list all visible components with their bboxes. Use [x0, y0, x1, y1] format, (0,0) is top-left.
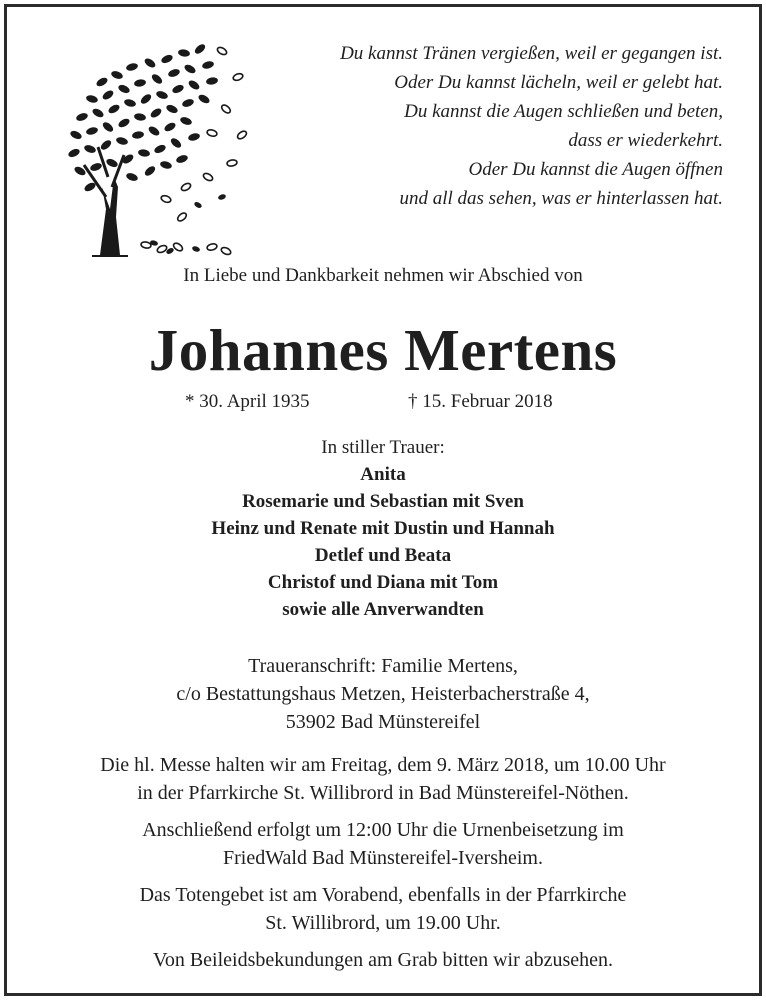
service-details: [7, 751, 759, 974]
mourner-line: Rosemarie und Sebastian mit Sven: [242, 491, 524, 512]
prayer-line: Das Totengebet ist am Vorabend, ebenfalls in der Pfarrkirche: [139, 884, 627, 906]
prayer-info: [7, 881, 759, 937]
mourners-section: [7, 434, 759, 623]
poem: [243, 39, 723, 213]
poem-line: Oder Du kannst lächeln, weil er gelebt hat.: [394, 72, 723, 93]
mourner-line: sowie alle Anverwandten: [282, 599, 484, 620]
condolence-note: Von Beileidsbekundungen am Grab bitten wir abzusehen.: [152, 949, 614, 971]
mourner-line: Detlef und Beata: [314, 545, 452, 566]
poem-line: Du kannst die Augen schließen und beten,: [404, 101, 723, 122]
poem-line: Oder Du kannst die Augen öffnen: [468, 159, 723, 180]
burial-line: FriedWald Bad Münstereifel-Iversheim.: [223, 847, 543, 869]
birth-date: * 30. April 1935: [185, 391, 310, 412]
mourning-heading: In stiller Trauer:: [321, 437, 445, 458]
poem-line: Du kannst Tränen vergießen, weil er gegangen ist.: [340, 43, 723, 64]
obituary-notice: [4, 4, 762, 996]
tree-with-falling-leaves-icon: [62, 37, 252, 259]
burial-line: Anschließend erfolgt um 12:00 Uhr die Urnenbeisetzung im: [142, 819, 624, 841]
death-date: † 15. Februar 2018: [408, 391, 553, 412]
mourning-address: [7, 652, 759, 736]
mourner-line: Christof und Diana mit Tom: [267, 572, 499, 593]
deceased-name: Johannes Mertens: [148, 317, 618, 383]
address-line: c/o Bestattungshaus Metzen, Heisterbacherstraße 4,: [176, 683, 590, 705]
prayer-line: St. Willibrord, um 19.00 Uhr.: [265, 912, 501, 934]
mourner-line: Anita: [360, 464, 406, 485]
mass-line: in der Pfarrkirche St. Willibrord in Bad Münstereifel-Nöthen.: [137, 782, 629, 804]
mourner-line: Heinz und Renate mit Dustin und Hannah: [211, 518, 555, 539]
poem-line: dass er wiederkehrt.: [568, 130, 723, 151]
mass-info: [7, 751, 759, 807]
mass-line: Die hl. Messe halten wir am Freitag, dem 9. März 2018, um 10.00 Uhr: [100, 754, 666, 776]
address-line: 53902 Bad Münstereifel: [285, 711, 481, 733]
address-line: Traueranschrift: Familie Mertens,: [248, 655, 518, 677]
burial-info: [7, 816, 759, 872]
farewell-intro: In Liebe und Dankbarkeit nehmen wir Abschied von: [183, 265, 583, 286]
poem-line: und all das sehen, was er hinterlassen hat.: [399, 188, 723, 209]
